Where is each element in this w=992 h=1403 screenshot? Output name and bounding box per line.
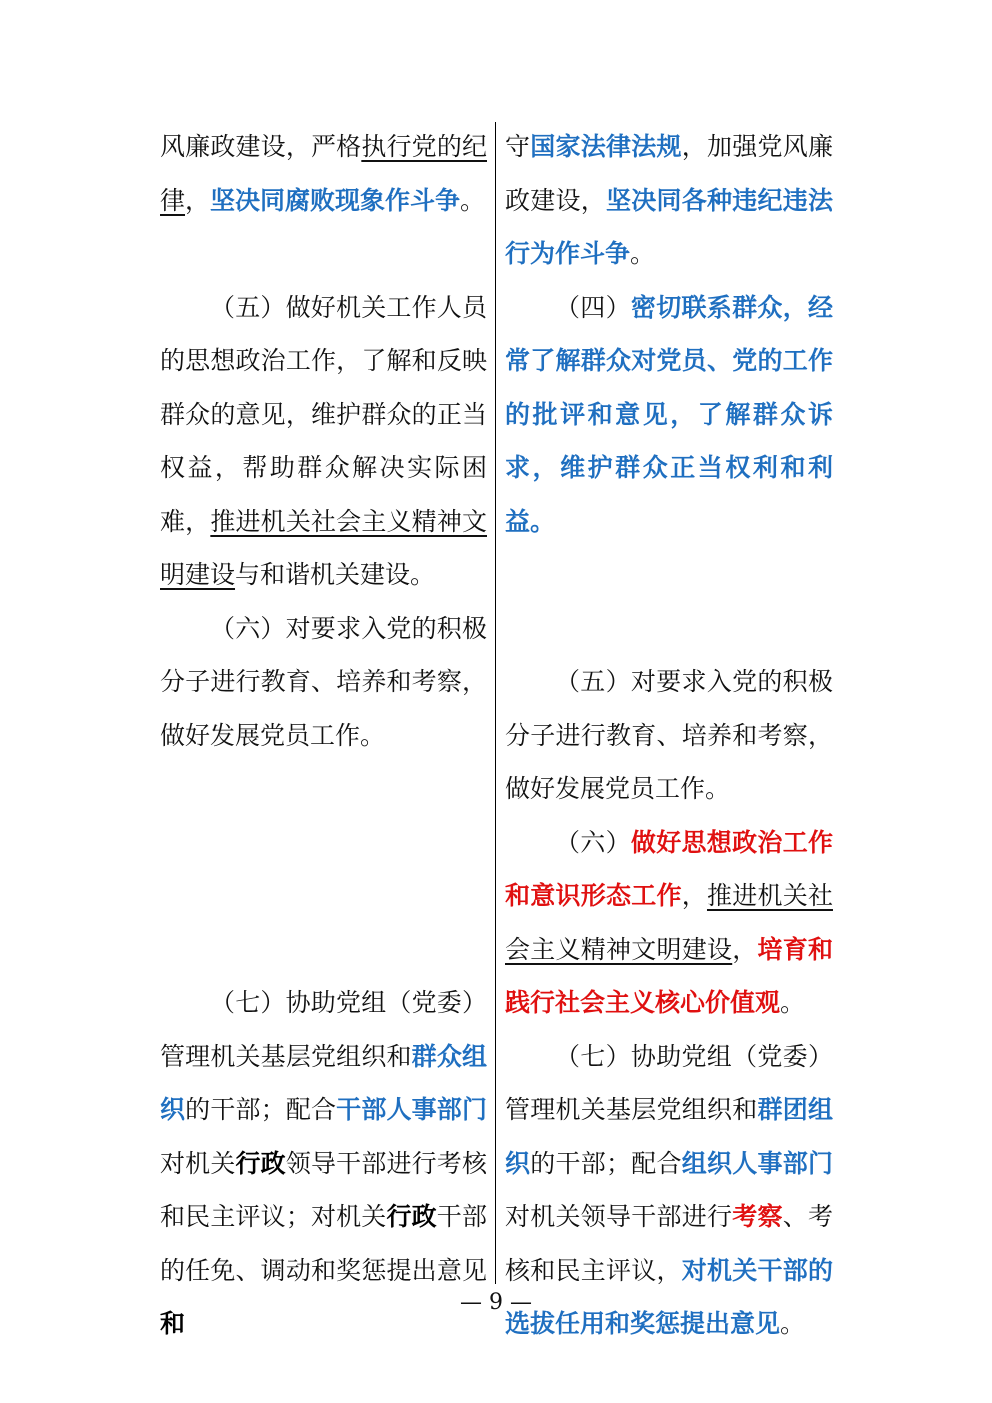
- column-divider: [495, 122, 496, 1284]
- left-paragraph-1: 风廉政建设，严格执行党的纪律，坚决同腐败现象作斗争。: [160, 132, 487, 215]
- page-number: — 9 —: [460, 1290, 532, 1315]
- spacer: [505, 548, 833, 655]
- underlined-text: 执行党的纪律: [160, 132, 487, 215]
- right-column: [505, 120, 833, 1351]
- blue-highlight: 国家法律法规: [530, 132, 682, 161]
- blue-highlight: 坚决同腐败现象作斗争: [210, 185, 461, 215]
- spacer: [160, 227, 487, 281]
- right-paragraph-1: 守国家法律法规，加强党风廉政建设，坚决同各种违纪违法行为作斗争。: [505, 132, 833, 268]
- underlined-text: 推进机关社会主义精神文明建设: [160, 506, 487, 589]
- blue-highlight: 对机关干部的选拔任用和奖惩提出意见: [505, 1255, 833, 1338]
- bold-text: 行政: [386, 1202, 437, 1231]
- underlined-text: 推进机关社会主义精神文明建设: [505, 881, 833, 964]
- red-highlight: 考察: [732, 1202, 783, 1231]
- right-paragraph-2: （四）密切联系群众，经常了解群众对党员、党的工作的批评和意见，了解群众诉求，维护群众正当权利和利益。: [505, 292, 833, 536]
- blue-highlight: 干部人事部门: [336, 1095, 487, 1124]
- red-highlight: 做好思想政治工作和意识形态工作: [505, 827, 833, 910]
- blue-highlight: 坚决同各种违纪违法行为作斗争: [505, 185, 833, 268]
- blue-highlight: 组织人事部门: [681, 1148, 833, 1178]
- right-paragraph-4: （六）做好思想政治工作和意识形态工作，推进机关社会主义精神文明建设，培育和践行社会主义核心价值观。: [505, 827, 833, 1017]
- bold-text: 和: [160, 1309, 186, 1338]
- spacer: [160, 762, 487, 976]
- left-paragraph-3: （六）对要求入党的积极分子进行教育、培养和考察，做好发展党员工作。: [160, 613, 487, 750]
- blue-highlight: 群众组织: [160, 1041, 487, 1124]
- left-column: [160, 120, 487, 1351]
- left-paragraph-4: （七）协助党组（党委）管理机关基层党组织和群众组织的干部；配合干部人事部门对机关行政领导干部进行考核和民主评议；对机关行政干部的任免、调动和奖惩提出意见和: [160, 988, 487, 1338]
- right-paragraph-3: （五）对要求入党的积极分子进行教育、培养和考察，做好发展党员工作。: [505, 667, 833, 803]
- left-paragraph-2: （五）做好机关工作人员的思想政治工作，了解和反映群众的意见，维护群众的正当权益，帮助群众解决实际困难，推进机关社会主义精神文明建设与和谐机关建设。: [160, 292, 487, 589]
- red-highlight: 培育和践行社会主义核心价值观: [505, 934, 833, 1017]
- blue-highlight: 群团组织: [505, 1095, 833, 1178]
- right-paragraph-5: （七）协助党组（党委）管理机关基层党组织和群团组织的干部；配合组织人事部门对机关领导干部进行考察、考核和民主评议，对机关干部的选拔任用和奖惩提出意见。: [505, 1041, 833, 1338]
- blue-highlight: 密切联系群众，经常了解群众对党员、党的工作的批评和意见，了解群众诉求，维护群众正当权利和利益。: [505, 292, 833, 536]
- bold-text: 行政: [235, 1148, 286, 1178]
